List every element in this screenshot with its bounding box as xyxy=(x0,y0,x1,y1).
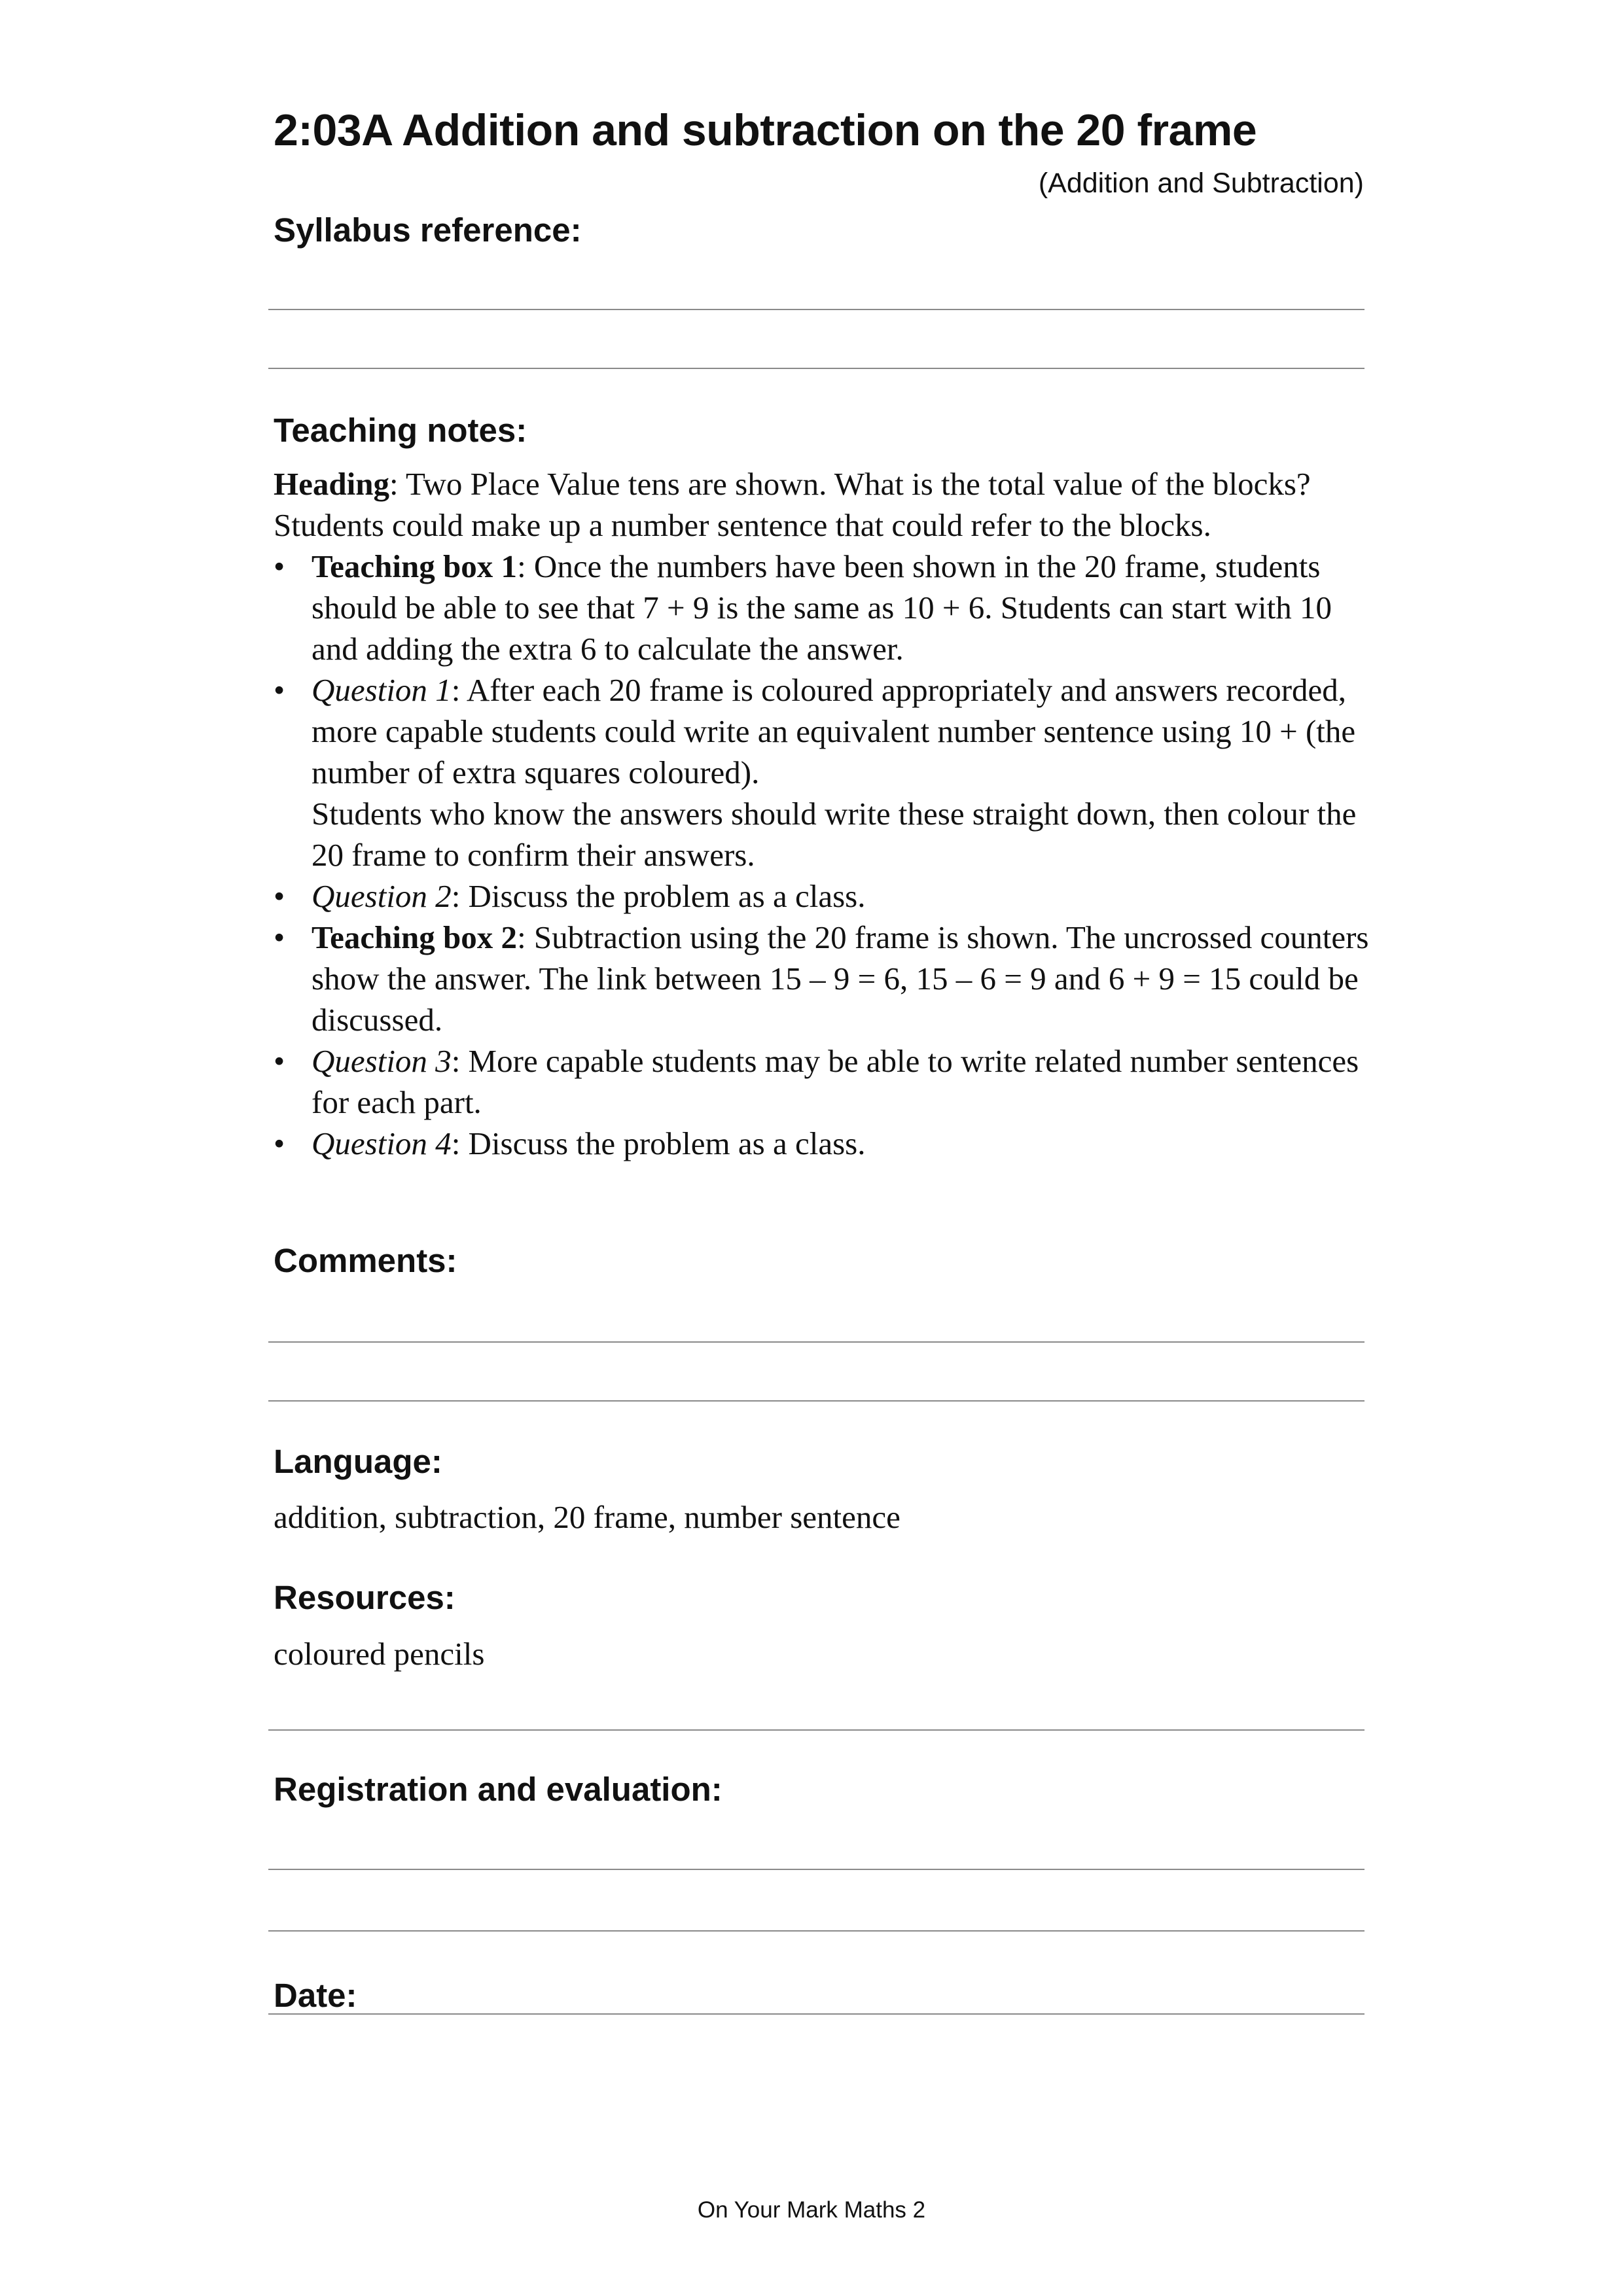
list-item-text: : After each 20 frame is coloured appropriately and answers recorded, more capable students could write an equivalent number sentence using 10 + (the number of extra squares coloured). xyxy=(312,672,1356,790)
list-item-text: : Subtraction using the 20 frame is shown. The uncrossed counters show the answer. The link between 15 – 9 = 6, 15 – 6 = 9 and 6 + 9 = 15 could be discussed. xyxy=(312,919,1369,1038)
page-title: 2:03A Addition and subtraction on the 20 frame xyxy=(274,105,1257,155)
list-item-text: : Discuss the problem as a class. xyxy=(451,878,866,914)
syllabus-line-1 xyxy=(268,309,1364,310)
bullet-icon: • xyxy=(274,878,285,914)
list-item xyxy=(274,669,1373,875)
registration-heading: Registration and evaluation: xyxy=(274,1771,722,1808)
bullet-icon: • xyxy=(274,1043,285,1079)
list-item-lead: Teaching box 2 xyxy=(312,919,518,955)
page-subtitle: (Addition and Subtraction) xyxy=(1038,168,1364,199)
intro-lead: Heading xyxy=(274,466,389,502)
comments-line-2 xyxy=(268,1400,1364,1402)
list-item-lead: Question 4 xyxy=(312,1125,452,1161)
list-item xyxy=(274,546,1373,669)
list-item xyxy=(274,875,1373,917)
list-item-extra: Students who know the answers should write these straight down, then colour the 20 frame to confirm their answers. xyxy=(312,796,1357,873)
resources-heading: Resources: xyxy=(274,1579,455,1616)
resources-line xyxy=(268,1729,1364,1731)
list-item-text: : Discuss the problem as a class. xyxy=(451,1125,866,1161)
page-footer: On Your Mark Maths 2 xyxy=(697,2197,926,2223)
bullet-icon: • xyxy=(274,672,285,708)
comments-line-1 xyxy=(268,1341,1364,1343)
date-line xyxy=(268,2013,1364,2015)
language-heading: Language: xyxy=(274,1443,442,1480)
list-item xyxy=(274,1123,1373,1164)
registration-line-2 xyxy=(268,1930,1364,1932)
bullet-icon: • xyxy=(274,919,285,955)
list-item-lead: Question 1 xyxy=(312,672,452,708)
teaching-notes-list xyxy=(274,546,1373,1164)
syllabus-line-2 xyxy=(268,368,1364,369)
language-text: addition, subtraction, 20 frame, number sentence xyxy=(274,1499,901,1535)
intro-text: : Two Place Value tens are shown. What is the total value of the blocks? Students could make up a number sentence that could refer to the blocks. xyxy=(274,466,1311,543)
date-heading: Date: xyxy=(274,1977,357,2014)
resources-text: coloured pencils xyxy=(274,1636,485,1672)
registration-line-1 xyxy=(268,1869,1364,1870)
list-item xyxy=(274,1040,1373,1123)
list-item-text: : More capable students may be able to write related number sentences for each part. xyxy=(312,1043,1359,1120)
syllabus-heading: Syllabus reference: xyxy=(274,211,582,249)
comments-heading: Comments: xyxy=(274,1242,457,1279)
list-item-lead: Question 2 xyxy=(312,878,452,914)
list-item-lead: Question 3 xyxy=(312,1043,452,1079)
teaching-notes-body xyxy=(274,463,1373,1164)
teaching-notes-heading: Teaching notes: xyxy=(274,412,527,449)
bullet-icon: • xyxy=(274,1125,285,1161)
list-item-text: : Once the numbers have been shown in the 20 frame, students should be able to see that 7 + 9 is the same as 10 + 6. Students can start with 10 and adding the extra 6 to calculate the answer. xyxy=(312,548,1332,667)
bullet-icon: • xyxy=(274,548,285,584)
list-item xyxy=(274,917,1373,1040)
teaching-notes-intro xyxy=(274,463,1373,546)
list-item-lead: Teaching box 1 xyxy=(312,548,518,584)
